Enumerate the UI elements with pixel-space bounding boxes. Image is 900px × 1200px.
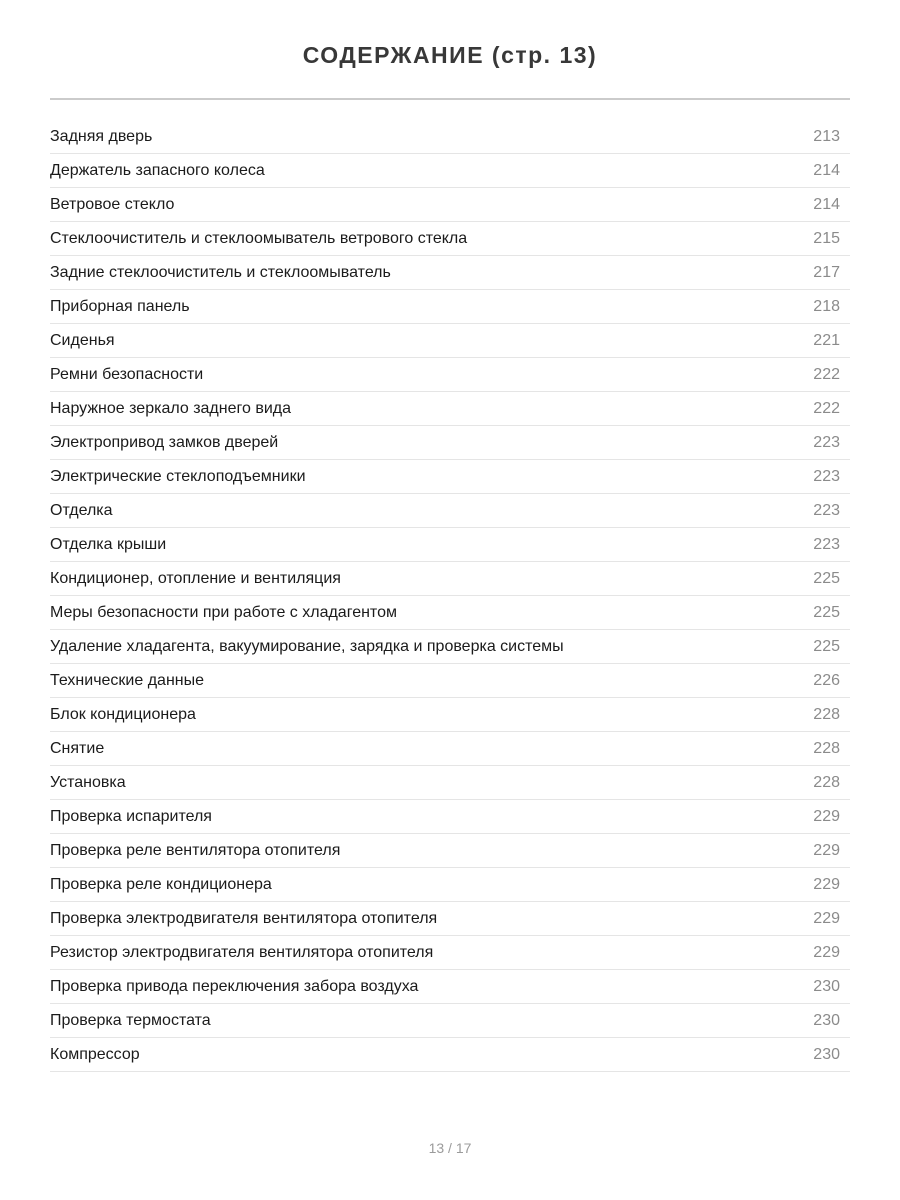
toc-row — [50, 698, 850, 732]
toc-entry-label: Проверка реле вентилятора отопителя — [50, 841, 341, 859]
toc-row — [50, 732, 850, 766]
toc-entry-label: Проверка испарителя — [50, 807, 212, 825]
toc-entry-page: 215 — [813, 229, 840, 247]
toc-entry-label: Стеклоочиститель и стеклоомыватель ветрового стекла — [50, 229, 468, 247]
toc-entry-label: Отделка крыши — [50, 535, 167, 553]
toc-entry-page: 217 — [813, 263, 840, 281]
toc-list — [50, 120, 850, 1072]
toc-entry-page: 225 — [813, 637, 840, 655]
page-title: СОДЕРЖАНИЕ (стр. 13) — [302, 42, 598, 68]
toc-entry-page: 221 — [813, 331, 840, 349]
toc-row — [50, 494, 850, 528]
toc-entry-page: 222 — [813, 365, 840, 383]
toc-entry-label: Компрессор — [50, 1045, 140, 1063]
toc-row — [50, 562, 850, 596]
toc-entry-page: 223 — [813, 501, 840, 519]
toc-entry-label: Электрические стеклоподъемники — [50, 467, 306, 485]
toc-entry-page: 214 — [813, 195, 840, 213]
toc-entry-label: Установка — [50, 773, 126, 791]
toc-entry-page: 229 — [813, 909, 840, 927]
toc-entry-label: Проверка реле кондиционера — [50, 875, 272, 893]
toc-entry-label: Задние стеклоочиститель и стеклоомыватель — [50, 263, 391, 281]
toc-entry-page: 230 — [813, 1011, 840, 1029]
toc-entry-page: 230 — [813, 977, 840, 995]
toc-entry-page: 218 — [813, 297, 840, 315]
toc-entry-page: 223 — [813, 433, 840, 451]
toc-entry-label: Резистор электродвигателя вентилятора отопителя — [50, 943, 434, 961]
toc-entry-page: 226 — [813, 671, 840, 689]
toc-entry-label: Кондиционер, отопление и вентиляция — [50, 569, 341, 587]
page-indicator: 13 / 17 — [428, 1140, 472, 1156]
toc-row — [50, 970, 850, 1004]
toc-entry-page: 229 — [813, 943, 840, 961]
toc-row — [50, 188, 850, 222]
toc-entry-page: 230 — [813, 1045, 840, 1063]
toc-entry-label: Электропривод замков дверей — [50, 433, 279, 451]
toc-row — [50, 868, 850, 902]
toc-entry-label: Сиденья — [50, 331, 115, 349]
toc-entry-label: Меры безопасности при работе с хладагентом — [50, 603, 397, 621]
toc-entry-label: Удаление хладагента, вакуумирование, зарядка и проверка системы — [50, 637, 564, 655]
toc-entry-page: 229 — [813, 807, 840, 825]
toc-entry-page: 213 — [813, 127, 840, 145]
toc-row — [50, 528, 850, 562]
toc-entry-page: 229 — [813, 841, 840, 859]
toc-entry-label: Ветровое стекло — [50, 195, 175, 213]
toc-entry-page: 225 — [813, 603, 840, 621]
toc-entry-label: Проверка электродвигателя вентилятора отопителя — [50, 909, 438, 927]
toc-row — [50, 358, 850, 392]
toc-row — [50, 392, 850, 426]
toc-entry-label: Проверка привода переключения забора воздуха — [50, 977, 419, 995]
toc-row — [50, 154, 850, 188]
toc-entry-page: 222 — [813, 399, 840, 417]
toc-row — [50, 800, 850, 834]
toc-row — [50, 1004, 850, 1038]
toc-row — [50, 664, 850, 698]
toc-entry-label: Технические данные — [50, 671, 205, 689]
toc-row — [50, 256, 850, 290]
toc-row — [50, 426, 850, 460]
toc-entry-label: Проверка термостата — [50, 1011, 211, 1029]
toc-row — [50, 324, 850, 358]
toc-row — [50, 596, 850, 630]
toc-entry-page: 228 — [813, 705, 840, 723]
toc-row — [50, 1038, 850, 1072]
toc-entry-page: 214 — [813, 161, 840, 179]
toc-entry-page: 228 — [813, 773, 840, 791]
toc-entry-label: Задняя дверь — [50, 127, 153, 145]
header-divider — [50, 98, 850, 100]
toc-entry-label: Ремни безопасности — [50, 365, 204, 383]
toc-entry-label: Держатель запасного колеса — [50, 161, 265, 179]
toc-entry-label: Блок кондиционера — [50, 705, 196, 723]
toc-entry-label: Отделка — [50, 501, 113, 519]
toc-row — [50, 460, 850, 494]
toc-entry-page: 225 — [813, 569, 840, 587]
toc-row — [50, 936, 850, 970]
toc-row — [50, 834, 850, 868]
toc-row — [50, 222, 850, 256]
toc-entry-page: 223 — [813, 467, 840, 485]
toc-entry-page: 229 — [813, 875, 840, 893]
toc-row — [50, 766, 850, 800]
toc-entry-label: Приборная панель — [50, 297, 190, 315]
toc-row — [50, 630, 850, 664]
toc-entry-label: Наружное зеркало заднего вида — [50, 399, 291, 417]
toc-row — [50, 902, 850, 936]
toc-row — [50, 290, 850, 324]
toc-entry-page: 228 — [813, 739, 840, 757]
toc-row — [50, 120, 850, 154]
toc-entry-page: 223 — [813, 535, 840, 553]
toc-entry-label: Снятие — [50, 739, 105, 757]
